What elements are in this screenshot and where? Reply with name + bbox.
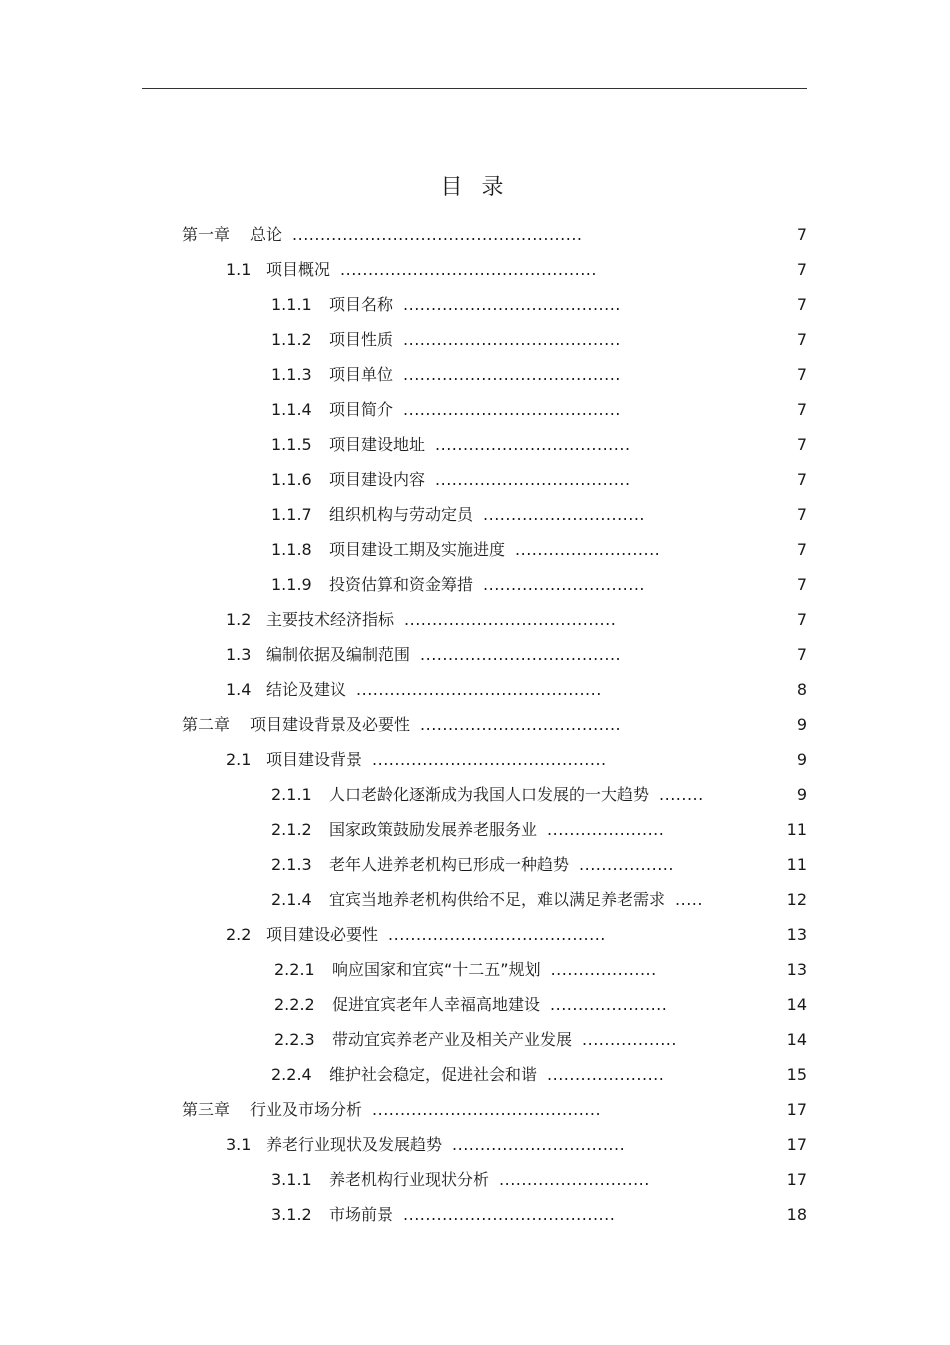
toc-entry-title: 项目建设地址 — [329, 435, 426, 454]
toc-entry[interactable] — [271, 293, 807, 317]
toc-page-number: 7 — [796, 225, 807, 244]
toc-entry-title: 项目简介 — [329, 400, 394, 419]
toc-entry-number: 2.1 — [226, 750, 252, 769]
toc-page-number: 7 — [796, 330, 807, 349]
toc-entry-number: 2.2.2 — [274, 995, 315, 1014]
toc-entry-title: 项目建设工期及实施进度 — [329, 540, 506, 559]
toc-entry[interactable] — [271, 853, 807, 877]
toc-leader-dots: ..................... — [550, 995, 668, 1014]
toc-leader-dots: .......................................... — [372, 750, 607, 769]
toc-entry-number: 1.4 — [226, 680, 252, 699]
toc-entry-number: 1.3 — [226, 645, 252, 664]
toc-leader-dots: ....................................... — [403, 295, 621, 314]
toc-entry-number: 1.1.5 — [271, 435, 312, 454]
toc-leader-dots: ................... — [550, 960, 657, 979]
toc-entry[interactable] — [271, 1203, 807, 1227]
toc-leader-dots: .................................... — [420, 715, 622, 734]
toc-entry-title: 国家政策鼓励发展养老服务业 — [329, 820, 538, 839]
toc-entry-title: 行业及市场分析 — [250, 1100, 363, 1119]
toc-entry-number: 1.1.7 — [271, 505, 312, 524]
toc-page-number: 8 — [796, 680, 807, 699]
toc-entry-title: 促进宜宾老年人幸福高地建设 — [332, 995, 541, 1014]
toc-page-number: 17 — [786, 1100, 807, 1119]
toc-entry[interactable] — [271, 783, 807, 807]
toc-page-number: 7 — [796, 575, 807, 594]
toc-entry[interactable] — [271, 468, 807, 492]
toc-entry-number: 1.1 — [226, 260, 252, 279]
toc-entry[interactable] — [226, 923, 807, 947]
toc-entry-title: 老年人进养老机构已形成一种趋势 — [329, 855, 570, 874]
toc-entry-title: 投资估算和资金筹措 — [329, 575, 474, 594]
toc-leader-dots: ............................. — [483, 575, 646, 594]
toc-entry[interactable] — [226, 678, 807, 702]
toc-leader-dots: ..................... — [547, 820, 665, 839]
toc-entry-title: 带动宜宾养老产业及相关产业发展 — [332, 1030, 573, 1049]
toc-leader-dots: ............................................ — [356, 680, 602, 699]
toc-entry[interactable] — [271, 363, 807, 387]
toc-entry-number: 2.1.3 — [271, 855, 312, 874]
toc-entry[interactable] — [271, 433, 807, 457]
toc-entry-number: 2.1.4 — [271, 890, 312, 909]
toc-leader-dots: ................................... — [435, 435, 631, 454]
toc-entry-number: 1.1.9 — [271, 575, 312, 594]
toc-entry-number: 2.2 — [226, 925, 252, 944]
toc-page-number: 15 — [786, 1065, 807, 1084]
toc-entry-number: 3.1.2 — [271, 1205, 312, 1224]
toc-page-number: 13 — [786, 960, 807, 979]
toc-entry[interactable] — [271, 398, 807, 422]
header-rule — [142, 88, 807, 89]
toc-leader-dots: ........ — [659, 785, 704, 804]
toc-leader-dots: ................. — [579, 855, 674, 874]
toc-entry[interactable] — [271, 1063, 807, 1087]
toc-entry-title: 结论及建议 — [266, 680, 347, 699]
toc-entry-number: 2.1.2 — [271, 820, 312, 839]
toc-page-number: 7 — [796, 610, 807, 629]
toc-entry-title: 编制依据及编制范围 — [266, 645, 411, 664]
toc-entry-title: 项目建设背景 — [266, 750, 363, 769]
toc-entry[interactable] — [226, 1133, 807, 1157]
toc-page-number: 17 — [786, 1170, 807, 1189]
toc-entry[interactable] — [271, 888, 807, 912]
toc-entry-number: 1.1.4 — [271, 400, 312, 419]
toc-entry-title: 组织机构与劳动定员 — [329, 505, 474, 524]
toc-entry-number: 2.2.1 — [274, 960, 315, 979]
toc-entry-number: 1.2 — [226, 610, 252, 629]
toc-page-number: 11 — [786, 820, 807, 839]
toc-entry[interactable] — [271, 503, 807, 527]
toc-page-number: 7 — [796, 365, 807, 384]
toc-leader-dots: ....................................... — [403, 400, 621, 419]
toc-entry[interactable] — [182, 713, 807, 737]
toc-entry[interactable] — [182, 223, 807, 247]
toc-entry[interactable] — [226, 643, 807, 667]
toc-entry-title: 项目建设内容 — [329, 470, 426, 489]
toc-page-number: 13 — [786, 925, 807, 944]
toc-leader-dots: ............................... — [452, 1135, 626, 1154]
toc-entry-title: 项目概况 — [266, 260, 331, 279]
toc-page-number: 7 — [796, 540, 807, 559]
toc-leader-dots: .................................................... — [292, 225, 583, 244]
toc-leader-dots: ...................................... — [404, 610, 617, 629]
toc-leader-dots: ...................................... — [403, 1205, 616, 1224]
toc-entry[interactable] — [226, 608, 807, 632]
toc-entry-title: 总论 — [250, 225, 283, 244]
toc-entry-number: 1.1.2 — [271, 330, 312, 349]
toc-entry-title: 项目名称 — [329, 295, 394, 314]
toc-entry-number: 3.1.1 — [271, 1170, 312, 1189]
toc-entry-title: 响应国家和宜宾“十二五”规划 — [332, 960, 541, 979]
toc-page-number: 7 — [796, 645, 807, 664]
toc-entry-number: 1.1.3 — [271, 365, 312, 384]
toc-page-number: 12 — [786, 890, 807, 909]
toc-entry[interactable] — [274, 958, 807, 982]
toc-leader-dots: ..................... — [547, 1065, 665, 1084]
toc-page-number: 7 — [796, 260, 807, 279]
toc-leader-dots: .................................... — [420, 645, 622, 664]
toc-entry[interactable] — [274, 993, 807, 1017]
toc-leader-dots: ....................................... — [403, 330, 621, 349]
page-title: 目 录 — [440, 175, 510, 200]
toc-leader-dots: ............................. — [483, 505, 646, 524]
toc-page-number: 17 — [786, 1135, 807, 1154]
toc-leader-dots: .......................... — [515, 540, 661, 559]
toc-entry-title: 养老机构行业现状分析 — [329, 1170, 490, 1189]
toc-entry[interactable] — [226, 748, 807, 772]
toc-entry[interactable] — [271, 573, 807, 597]
toc-entry-title: 项目单位 — [329, 365, 394, 384]
toc-page-number: 18 — [786, 1205, 807, 1224]
toc-entry-number: 第二章 — [182, 715, 231, 734]
toc-page-number: 7 — [796, 435, 807, 454]
toc-leader-dots: ................. — [582, 1030, 677, 1049]
toc-entry-title: 人口老龄化逐渐成为我国人口发展的一大趋势 — [329, 785, 650, 804]
toc-page-number: 7 — [796, 470, 807, 489]
toc-entry-number: 2.2.4 — [271, 1065, 312, 1084]
toc-leader-dots: ................................... — [435, 470, 631, 489]
toc-entry-title: 市场前景 — [329, 1205, 394, 1224]
toc-entry-title: 养老行业现状及发展趋势 — [266, 1135, 443, 1154]
toc-page-number: 7 — [796, 400, 807, 419]
toc-page-number: 9 — [796, 715, 807, 734]
toc-entry-number: 2.2.3 — [274, 1030, 315, 1049]
toc-entry-number: 第三章 — [182, 1100, 231, 1119]
toc-entry[interactable] — [271, 538, 807, 562]
toc-leader-dots: ........................... — [499, 1170, 650, 1189]
toc-page-number: 9 — [796, 785, 807, 804]
toc-leader-dots: ....................................... — [388, 925, 606, 944]
toc-entry-number: 1.1.6 — [271, 470, 312, 489]
toc-page-number: 14 — [786, 995, 807, 1014]
toc-entry-number: 2.1.1 — [271, 785, 312, 804]
toc-leader-dots: ......................................... — [372, 1100, 602, 1119]
toc-entry-title: 项目性质 — [329, 330, 394, 349]
toc-entry[interactable] — [271, 818, 807, 842]
toc-entry-number: 第一章 — [182, 225, 231, 244]
toc-page-number: 11 — [786, 855, 807, 874]
toc-entry-number: 3.1 — [226, 1135, 252, 1154]
toc-entry-title: 主要技术经济指标 — [266, 610, 395, 629]
toc-page-number: 7 — [796, 295, 807, 314]
toc-entry[interactable] — [182, 1098, 807, 1122]
toc-entry[interactable] — [226, 258, 807, 282]
toc-entry-title: 项目建设必要性 — [266, 925, 379, 944]
toc-entry-title: 项目建设背景及必要性 — [250, 715, 411, 734]
toc-entry[interactable] — [274, 1028, 807, 1052]
toc-entry[interactable] — [271, 328, 807, 352]
toc-page-number: 9 — [796, 750, 807, 769]
toc-entry-number: 1.1.8 — [271, 540, 312, 559]
toc-leader-dots: .............................................. — [340, 260, 597, 279]
toc-leader-dots: ....................................... — [403, 365, 621, 384]
toc-entry-number: 1.1.1 — [271, 295, 312, 314]
toc-entry-title: 维护社会稳定，促进社会和谐 — [329, 1065, 538, 1084]
toc-entry-title: 宜宾当地养老机构供给不足，难以满足养老需求 — [329, 890, 666, 909]
toc-page-number: 7 — [796, 505, 807, 524]
toc-entry[interactable] — [271, 1168, 807, 1192]
toc-page-number: 14 — [786, 1030, 807, 1049]
toc-leader-dots: ..... — [675, 890, 703, 909]
